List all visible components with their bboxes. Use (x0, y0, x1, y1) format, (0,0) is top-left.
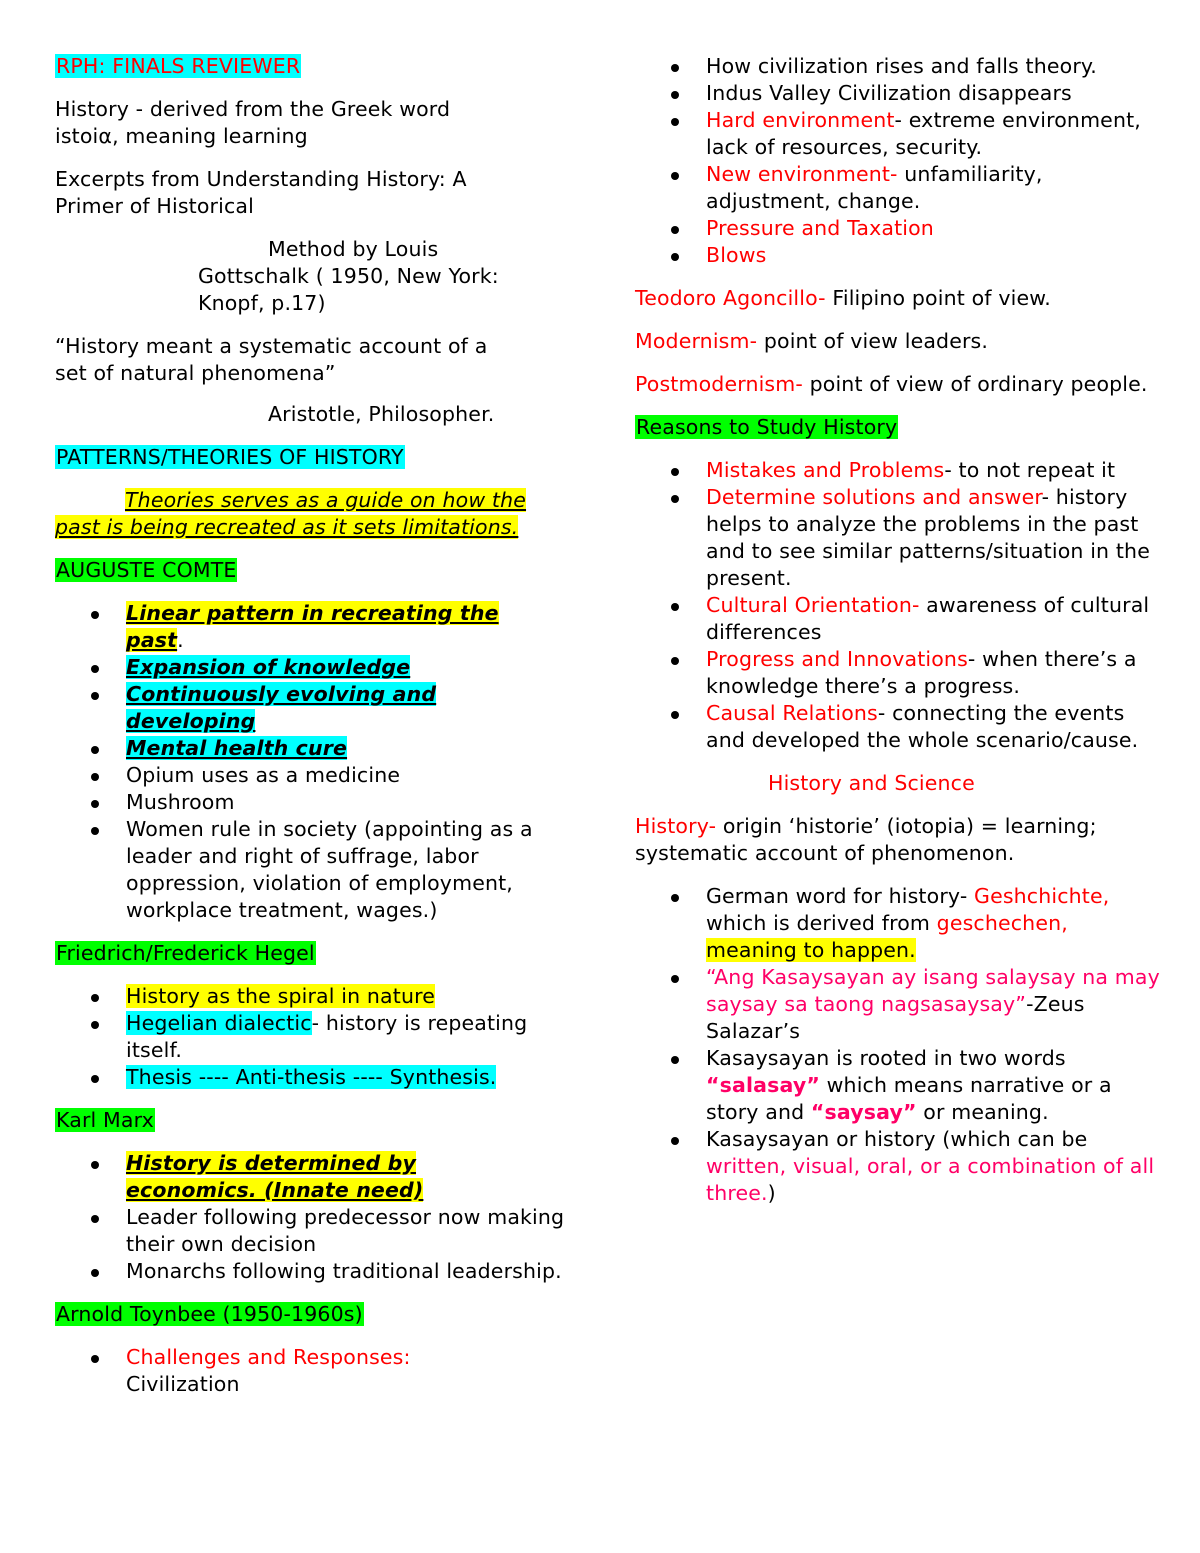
history-science-list (635, 883, 1160, 1207)
list-item: Kasaysayan is rooted in two words “salasay” which means narrative or a story and “saysay” or meaning. (635, 1045, 1160, 1126)
quote-author: Aristotle, Philosopher. (268, 402, 495, 426)
list-item: Monarchs following traditional leadership. (55, 1258, 575, 1285)
list-item: Continuously evolving and developing (55, 681, 575, 735)
hegel-list (55, 983, 575, 1091)
method-citation: Method by Louis Gottschalk ( 1950, New York: Knopf, p.17) (198, 237, 499, 315)
list-item: History is determined by economics. (Innate need) (55, 1150, 575, 1204)
comte-list (55, 600, 575, 924)
list-item: Blows (635, 242, 1160, 269)
list-item: Opium uses as a medicine (55, 762, 575, 789)
reasons-list (635, 457, 1160, 754)
list-item: “Ang Kasaysayan ay isang salaysay na may saysay sa taong nagsasaysay”-Zeus Salazar’s (635, 964, 1160, 1045)
list-item: Leader following predecessor now making their own decision (55, 1204, 575, 1258)
marx-heading: Karl Marx (56, 1108, 154, 1132)
history-definition: History - derived from the Greek word istoiα, meaning learning (55, 97, 451, 148)
list-item: German word for history- Geshchichte, which is derived from geschechen, meaning to happen. (635, 883, 1160, 964)
toynbee-heading: Arnold Toynbee (1950-1960s) (56, 1302, 363, 1326)
list-item: Linear pattern in recreating the past. (55, 600, 575, 654)
aristotle-quote: “History meant a systematic account of a set of natural phenomena” (55, 334, 488, 385)
modernism-line: Modernism- point of view leaders. (635, 329, 989, 353)
list-item: Pressure and Taxation (635, 215, 1160, 242)
reasons-heading: Reasons to Study History (636, 415, 898, 439)
list-item: Mental health cure (55, 735, 575, 762)
list-item: History as the spiral in nature (55, 983, 575, 1010)
list-item: Mushroom (55, 789, 575, 816)
list-item: Determine solutions and answer- history helps to analyze the problems in the past and to see similar patterns/situation in the present. (635, 484, 1160, 592)
patterns-heading: PATTERNS/THEORIES OF HISTORY (56, 445, 404, 469)
list-item: Indus Valley Civilization disappears (635, 80, 1160, 107)
list-item: Kasaysayan or history (which can be written, visual, oral, or a combination of all three.) (635, 1126, 1160, 1207)
toynbee-continued-list (635, 53, 1160, 269)
right-column (635, 53, 1160, 1207)
list-item: Causal Relations- connecting the events and developed the whole scenario/cause. (635, 700, 1160, 754)
agoncillo-line: Teodoro Agoncillo- Filipino point of view. (635, 286, 1051, 310)
list-item: Challenges and Responses: Civilization (55, 1344, 575, 1398)
marx-list (55, 1150, 575, 1285)
theories-note: Theories serves as a guide on how the past is being recreated as it sets limitations. (55, 488, 527, 539)
history-origin-definition: History- origin ‘historie’ (iotopia) = learning; systematic account of phenomenon. (635, 814, 1097, 865)
list-item: Cultural Orientation- awareness of cultural differences (635, 592, 1160, 646)
document-title: RPH: FINALS REVIEWER (56, 54, 301, 78)
list-item: New environment- unfamiliarity, adjustment, change. (635, 161, 1160, 215)
list-item: How civilization rises and falls theory. (635, 53, 1160, 80)
comte-heading: AUGUSTE COMTE (56, 558, 237, 582)
list-item: Hegelian dialectic- history is repeating itself. (55, 1010, 575, 1064)
postmodernism-line: Postmodernism- point of view of ordinary people. (635, 372, 1148, 396)
hegel-heading: Friedrich/Frederick Hegel (56, 941, 315, 965)
list-item: Thesis ---- Anti-thesis ---- Synthesis. (55, 1064, 575, 1091)
list-item: Women rule in society (appointing as a leader and right of suffrage, labor oppression, violation of employment, workplace treatment, wages.) (55, 816, 575, 924)
list-item: Hard environment- extreme environment, lack of resources, security. (635, 107, 1160, 161)
left-column (55, 53, 575, 1398)
history-science-heading: History and Science (768, 771, 975, 795)
list-item: Expansion of knowledge (55, 654, 575, 681)
excerpt-source: Excerpts from Understanding History: A Primer of Historical (55, 167, 467, 218)
toynbee-list (55, 1344, 575, 1398)
list-item: Progress and Innovations- when there’s a knowledge there’s a progress. (635, 646, 1160, 700)
list-item: Mistakes and Problems- to not repeat it (635, 457, 1160, 484)
